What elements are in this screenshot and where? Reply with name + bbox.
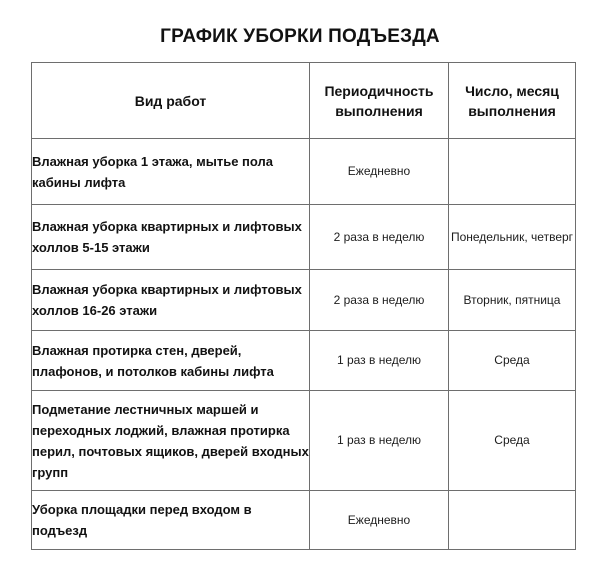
cell-work-type: Влажная уборка квартирных и лифтовых холлов 5-15 этажи: [32, 205, 310, 270]
cell-frequency: Ежедневно: [310, 139, 449, 205]
column-header-frequency: Периодичность выполнения: [310, 63, 449, 139]
cell-work-type: Влажная уборка 1 этажа, мытье пола кабины лифта: [32, 139, 310, 205]
table-row: [32, 391, 576, 491]
cell-work-type: Влажная протирка стен, дверей, плафонов, и потолков кабины лифта: [32, 331, 310, 391]
cell-frequency: 1 раз в неделю: [310, 391, 449, 491]
table-row: [32, 491, 576, 550]
cell-day-month: Понедельник, четверг: [449, 205, 576, 270]
table-row: [32, 270, 576, 331]
table-header-row: [32, 63, 576, 139]
cell-day-month: Среда: [449, 331, 576, 391]
column-header-day-month: Число, месяц выполнения: [449, 63, 576, 139]
table-row: [32, 139, 576, 205]
cell-day-month: Среда: [449, 391, 576, 491]
cell-frequency: 1 раз в неделю: [310, 331, 449, 391]
column-header-work-type: Вид работ: [32, 63, 310, 139]
cell-day-month: [449, 139, 576, 205]
cell-work-type: Уборка площадки перед входом в подъезд: [32, 491, 310, 550]
cell-frequency: 2 раза в неделю: [310, 270, 449, 331]
page-title: ГРАФИК УБОРКИ ПОДЪЕЗДА: [160, 26, 440, 47]
cell-day-month: [449, 491, 576, 550]
cleaning-schedule-table: [31, 62, 576, 550]
cell-frequency: 2 раза в неделю: [310, 205, 449, 270]
cell-work-type: Подметание лестничных маршей и переходных лоджий, влажная протирка перил, почтовых ящиков, дверей входных групп: [32, 391, 310, 491]
table-row: [32, 331, 576, 391]
table-row: [32, 205, 576, 270]
cell-work-type: Влажная уборка квартирных и лифтовых холлов 16-26 этажи: [32, 270, 310, 331]
cell-frequency: Ежедневно: [310, 491, 449, 550]
cell-day-month: Вторник, пятница: [449, 270, 576, 331]
